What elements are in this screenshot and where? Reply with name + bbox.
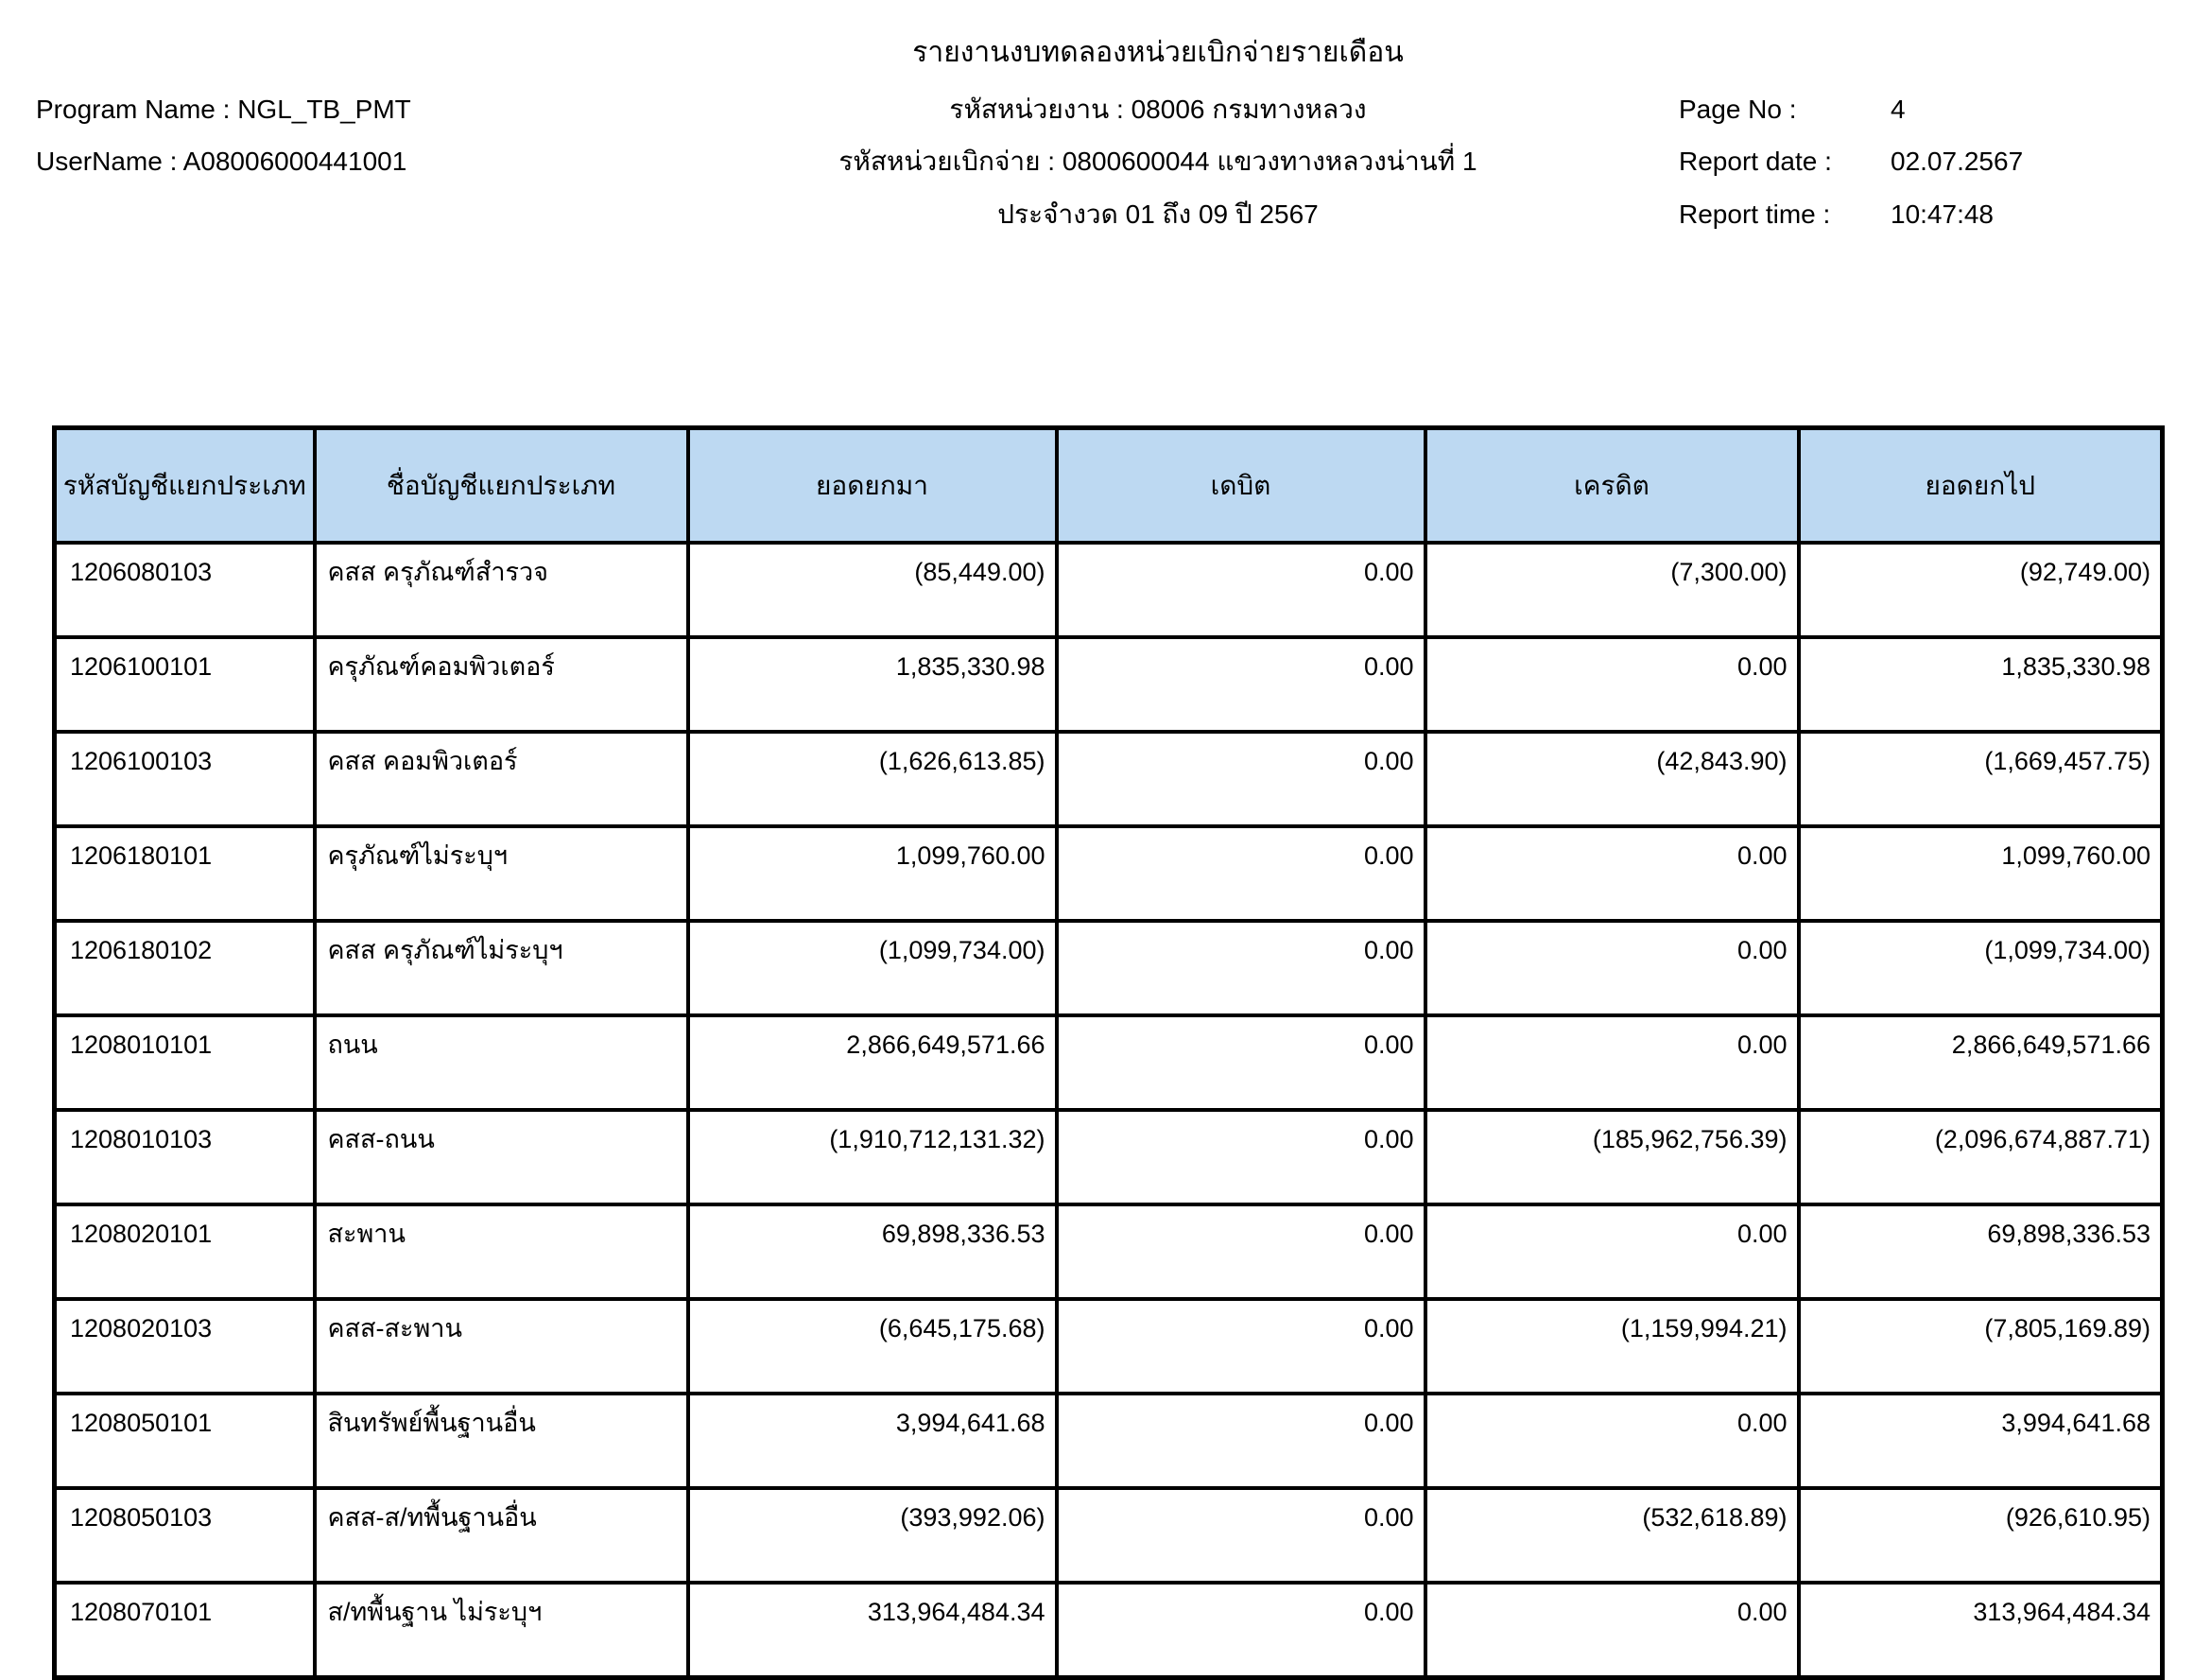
opening-balance-cell: 3,994,641.68 [688,1394,1057,1488]
col-header-account-code: รหัสบัญชีแยกประเภท [55,428,315,544]
table-row [55,543,2163,637]
debit-cell: 0.00 [1057,543,1425,637]
account-name-cell: คสส-ส/ทพื้นฐานอื่น [315,1488,688,1583]
account-name-cell: คสส-สะพาน [315,1299,688,1394]
table-header [55,428,2163,544]
account-code-cell: 1206100101 [55,637,315,732]
debit-cell: 0.00 [1057,1488,1425,1583]
closing-balance-cell: (1,099,734.00) [1799,921,2163,1015]
report-date-label: Report date : [1679,147,1832,176]
closing-balance-cell: (1,669,457.75) [1799,732,2163,826]
credit-cell: 0.00 [1425,637,1799,732]
credit-cell: 0.00 [1425,826,1799,921]
account-name-cell: ครุภัณฑ์คอมพิวเตอร์ [315,637,688,732]
closing-balance-cell: (7,805,169.89) [1799,1299,2163,1394]
report-time-label: Report time : [1679,199,1831,229]
debit-cell: 0.00 [1057,637,1425,732]
table-row [55,1110,2163,1204]
table-row [55,1488,2163,1583]
debit-cell: 0.00 [1057,1204,1425,1299]
credit-cell: 0.00 [1425,921,1799,1015]
page-no-label: Page No : [1679,95,1797,124]
opening-balance-cell: (393,992.06) [688,1488,1057,1583]
account-code-cell: 1208070101 [55,1583,315,1678]
opening-balance-cell: (1,910,712,131.32) [688,1110,1057,1204]
closing-balance-cell: (2,096,674,887.71) [1799,1110,2163,1204]
table-row [55,921,2163,1015]
report-time-value: 10:47:48 [1891,199,1994,229]
account-code-cell: 1206180102 [55,921,315,1015]
credit-cell: (7,300.00) [1425,543,1799,637]
opening-balance-cell: (1,626,613.85) [688,732,1057,826]
closing-balance-cell: (92,749.00) [1799,543,2163,637]
program-name-value: NGL_TB_PMT [237,95,411,124]
opening-balance-cell: 1,099,760.00 [688,826,1057,921]
table-row [55,1204,2163,1299]
account-code-cell: 1208050103 [55,1488,315,1583]
account-name-cell: ครุภัณฑ์ไม่ระบุฯ [315,826,688,921]
opening-balance-cell: 313,964,484.34 [688,1583,1057,1678]
closing-balance-cell: 69,898,336.53 [1799,1204,2163,1299]
agency-line: รหัสหน่วยงาน : 08006 กรมทางหลวง [949,95,1367,124]
debit-cell: 0.00 [1057,1394,1425,1488]
col-header-credit: เครดิต [1425,428,1799,544]
col-header-opening-balance: ยอดยกมา [688,428,1057,544]
table-row [55,1299,2163,1394]
account-name-cell: ถนน [315,1015,688,1110]
opening-balance-cell: (1,099,734.00) [688,921,1057,1015]
account-code-cell: 1208010101 [55,1015,315,1110]
page-no-value: 4 [1891,95,1906,124]
period-line: ประจำงวด 01 ถึง 09 ปี 2567 [997,199,1319,229]
credit-cell: 0.00 [1425,1204,1799,1299]
username-value: A08006000441001 [182,147,407,176]
account-name-cell: คสส ครุภัณฑ์ไม่ระบุฯ [315,921,688,1015]
opening-balance-cell: (85,449.00) [688,543,1057,637]
closing-balance-cell: 3,994,641.68 [1799,1394,2163,1488]
debit-cell: 0.00 [1057,921,1425,1015]
account-name-cell: ส/ทพื้นฐาน ไม่ระบุฯ [315,1583,688,1678]
debit-cell: 0.00 [1057,1110,1425,1204]
account-code-cell: 1208050101 [55,1394,315,1488]
account-name-cell: สินทรัพย์พื้นฐานอื่น [315,1394,688,1488]
debit-cell: 0.00 [1057,1299,1425,1394]
disbursement-unit-line: รหัสหน่วยเบิกจ่าย : 0800600044 แขวงทางหลวงน่านที่ 1 [838,147,1477,176]
closing-balance-cell: (926,610.95) [1799,1488,2163,1583]
trial-balance-table [52,425,2165,1680]
program-name-line [36,91,411,129]
closing-balance-cell: 1,835,330.98 [1799,637,2163,732]
account-code-cell: 1206180101 [55,826,315,921]
account-code-cell: 1206100103 [55,732,315,826]
account-code-cell: 1208020103 [55,1299,315,1394]
opening-balance-cell: 2,866,649,571.66 [688,1015,1057,1110]
table-row [55,826,2163,921]
report-title: รายงานงบทดลองหน่วยเบิกจ่ายรายเดือน [912,37,1404,68]
opening-balance-cell: 1,835,330.98 [688,637,1057,732]
table-row [55,637,2163,732]
closing-balance-cell: 313,964,484.34 [1799,1583,2163,1678]
table-row [55,732,2163,826]
report-date-value: 02.07.2567 [1891,147,2024,176]
table-header-row [55,428,2163,544]
credit-cell: (1,159,994.21) [1425,1299,1799,1394]
credit-cell: (42,843.90) [1425,732,1799,826]
account-name-cell: คสส ครุภัณฑ์สำรวจ [315,543,688,637]
credit-cell: (532,618.89) [1425,1488,1799,1583]
username-label: UserName : [36,147,178,176]
col-header-account-name: ชื่อบัญชีแยกประเภท [315,428,688,544]
table-row [55,1015,2163,1110]
col-header-debit: เดบิต [1057,428,1425,544]
account-code-cell: 1206080103 [55,543,315,637]
closing-balance-cell: 1,099,760.00 [1799,826,2163,921]
debit-cell: 0.00 [1057,732,1425,826]
opening-balance-cell: 69,898,336.53 [688,1204,1057,1299]
table-row [55,1394,2163,1488]
account-name-cell: คสส คอมพิวเตอร์ [315,732,688,826]
debit-cell: 0.00 [1057,1015,1425,1110]
opening-balance-cell: (6,645,175.68) [688,1299,1057,1394]
col-header-closing-balance: ยอดยกไป [1799,428,2163,544]
account-code-cell: 1208010103 [55,1110,315,1204]
table-row [55,1583,2163,1678]
account-code-cell: 1208020101 [55,1204,315,1299]
credit-cell: 0.00 [1425,1583,1799,1678]
debit-cell: 0.00 [1057,826,1425,921]
program-name-label: Program Name : [36,95,231,124]
credit-cell: 0.00 [1425,1394,1799,1488]
debit-cell: 0.00 [1057,1583,1425,1678]
credit-cell: (185,962,756.39) [1425,1110,1799,1204]
table-body [55,543,2163,1678]
account-name-cell: คสส-ถนน [315,1110,688,1204]
closing-balance-cell: 2,866,649,571.66 [1799,1015,2163,1110]
account-name-cell: สะพาน [315,1204,688,1299]
credit-cell: 0.00 [1425,1015,1799,1110]
username-line [36,143,406,181]
